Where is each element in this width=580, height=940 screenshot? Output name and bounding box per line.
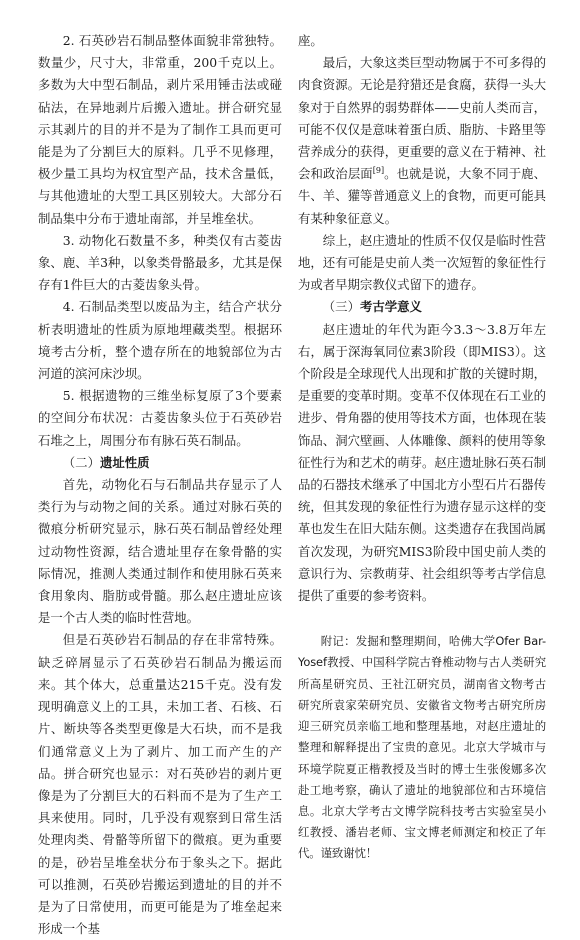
acknowledgement [298,631,546,864]
paragraph-sandstone: 但是石英砂岩石制品的存在非常特殊。缺乏碎屑显示了石英砂岩石制品为搬运而来。其个体大，总重量达215千克。没有发现明确意义上的工具，未加工者、石核、石片、断块等各类型更像是大石块，而不是我们通常意义上为了剥片、加工而产生的产品。拼合研究也显示：对石英砂岩的剥片更像是为了分割巨大的石料而不是为了生产工具来使用。同时，几乎没有观察到日常生活处理肉类、骨骼等所留下的微痕。更为重要的是，砂岩呈堆垒状分布于象头之下。据此可以推测，石英砂岩搬运到遗址的目的并不是为了日常使用，而更可能是为了堆垒起来形成一个基 [38,632,282,937]
paragraph-first: 首先，动物化石与石制品共存显示了人类行为与动物之间的关系。通过对脉石英的微痕分析研究显示，脉石英石制品曾经处理过动物性资源，结合遗址里存在象骨骼的实际情况，推测人类通过制作和使用脉石英来食用象肉、脂肪或骨髓。那么赵庄遗址应该是一个古人类的临时性营地。 [38,477,282,626]
section-title: 考古学意义 [359,299,422,315]
section-heading-site-nature [38,452,282,474]
paragraph-artifact-types: 4. 石制品类型以废品为主，结合产状分析表明遗址的性质为原地埋藏类型。根据环境考古分析，整个遗存所在的地貌部位为古河道的滨河床沙坝。 [38,299,282,382]
section-heading-significance [298,296,546,318]
paragraph-finally-text: 最后，大象这类巨型动物属于不可多得的肉食资源。无论是狩猎还是食腐，获得一头大象对于自然界的弱势群体——史前人类而言，可能不仅仅是意味着蛋白质、脂肪、卡路里等营养成分的获得，更重要的意义在于精神、社会和政治层面 [298,55,546,182]
paragraph-spatial-distribution: 5. 根据遗物的三维坐标复原了3个要素的空间分布状况：古菱齿象头位于石英砂岩石堆之上，周围分布有脉石英石制品。 [38,388,282,448]
paragraph-significance: 赵庄遗址的年代为距今3.3～3.8万年左右，属于深海氧同位素3阶段（即MIS3）。这个阶段是全球现代人出现和扩散的关键时期，是重要的变革时期。变革不仅体现在石工业的进步、骨角器的使用等技术方面，也体现在装饰品、洞穴壁画、人体雕像、颜料的使用等象征性行为和艺术的萌芽。赵庄遗址脉石英石制品的石器技术继承了中国北方小型石片石器传统，但其发现的象征性行为遗存显示这样的变革也发生在旧大陆东侧。这类遗存在我国尚属首次发现，为研究MIS3阶段中国史前人类的意识行为、宗教萌芽、社会组织等考古学信息提供了重要的参考资料。 [298,321,546,604]
paragraph-stone-artifacts: 2. 石英砂岩石制品整体面貌非常独特。数量少，尺寸大，非常重，200千克以上。多数为大中型石制品，剥片采用锤击法或碰砧法，在异地剥片后搬入遗址。拼合研究显示其剥片的目的并不是为了制作工具而更可能是为了分割巨大的原料。几乎不见修理，极少量工具均为权宜型产品，技术含量低，与其他遗址的大型工具区别较大。大部分石制品集中分布于遗址南部，并呈堆垒状。 [38,33,282,226]
citation-ref: [9] [372,166,385,176]
paragraph-summary: 综上，赵庄遗址的性质不仅仅是临时性营地，还有可能是史前人类一次短暂的象征性行为或者早期宗教仪式留下的遗存。 [298,232,546,293]
section-number: （三） [322,299,360,315]
paragraph-finally-tail: 。也就是说，大象不同于鹿、牛、羊、獾等普通意义上的食物，而更可能具有某种象征意义。 [298,166,547,226]
paragraph-finally [298,52,546,230]
right-column [298,30,546,865]
left-column [38,30,282,940]
acknowledgement-text: 附记：发掘和整理期间，哈佛大学Ofer Bar-Yosef教授、中国科学院古脊椎动物与古人类研究所高星研究员、王社江研究员，湖南省文物考古研究所袁家荣研究员、安徽省文物考古研究所房迎三研究员亲临工地和整理基地，对赵庄遗址的整理和解释提出了宝贵的意见。北京大学城市与环境学院夏正楷教授及当时的博士生张俊娜多次赴工地考察，确认了遗址的地貌部位和古环境信息。北京大学考古文博学院科技考古实验室吴小红教授、潘岩老师、宝文博老师测定和校正了年代。谨致谢忱！ [298,634,546,861]
paragraph-fauna: 3. 动物化石数量不多，种类仅有古菱齿象、鹿、羊3种，以象类骨骼最多，尤其是保存有1件巨大的古菱齿象头骨。 [38,232,282,293]
section-title: 遗址性质 [99,454,150,470]
paragraph-continued: 座。 [298,33,323,48]
section-number: （二） [62,454,100,470]
